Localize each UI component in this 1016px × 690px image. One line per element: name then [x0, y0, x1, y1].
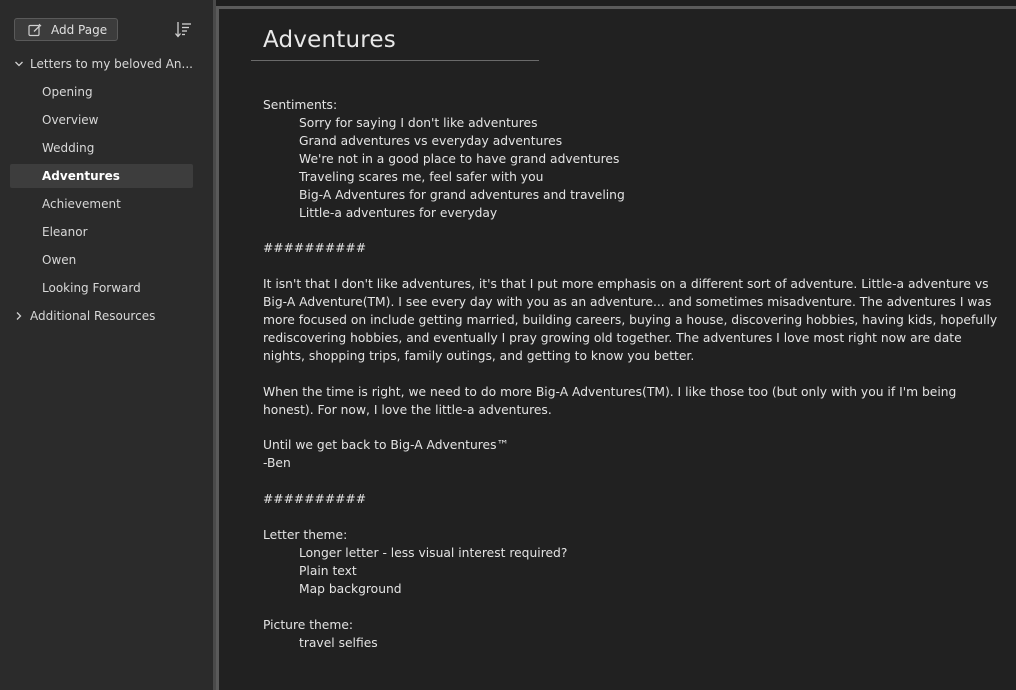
sentiments-heading: Sentiments: [263, 98, 338, 112]
page-label: Looking Forward [42, 281, 141, 295]
section-letters[interactable] [10, 52, 193, 76]
page-item-wedding[interactable] [10, 136, 193, 160]
page-item-owen[interactable] [10, 248, 193, 272]
section-additional-resources[interactable] [10, 304, 193, 328]
picture-theme-item: travel selfies [299, 636, 378, 650]
sort-icon[interactable] [174, 20, 192, 40]
chevron-down-icon[interactable] [14, 59, 24, 69]
page-item-overview[interactable] [10, 108, 193, 132]
sentiment-item: Traveling scares me, feel safer with you [299, 170, 544, 184]
paragraph: When the time is right, we need to do more Big-A Adventures(TM). I like those too (but only with you if I'm being honest). For now, I love the little-a adventures. [263, 385, 957, 417]
page-label: Wedding [42, 141, 95, 155]
separator: ########## [263, 241, 367, 255]
page-label: Adventures [42, 169, 120, 183]
letter-theme-item: Plain text [299, 564, 357, 578]
sentiment-item: Sorry for saying I don't like adventures [299, 116, 538, 130]
title-underline [251, 60, 539, 61]
page-label: Overview [42, 113, 99, 127]
page-label: Opening [42, 85, 93, 99]
page-canvas[interactable] [216, 6, 1016, 690]
letter-theme-item: Map background [299, 582, 402, 596]
picture-theme-heading: Picture theme: [263, 618, 354, 632]
separator: ########## [263, 492, 367, 506]
sentiment-item: Grand adventures vs everyday adventures [299, 134, 563, 148]
sidebar [0, 0, 213, 690]
edit-square-icon [28, 23, 42, 37]
section-label: Letters to my beloved An... [30, 57, 193, 71]
closing-line: Until we get back to Big-A Adventures™ [263, 438, 509, 452]
page-label: Owen [42, 253, 77, 267]
page-item-looking-forward[interactable] [10, 276, 193, 300]
page-item-achievement[interactable] [10, 192, 193, 216]
signature: -Ben [263, 456, 291, 470]
page-item-opening[interactable] [10, 80, 193, 104]
sentiment-item: Little-a adventures for everyday [299, 206, 498, 220]
page-title[interactable]: Adventures [263, 27, 396, 53]
sentiment-item: Big-A Adventures for grand adventures and traveling [299, 188, 625, 202]
section-label: Additional Resources [30, 309, 156, 323]
add-page-label: Add Page [51, 22, 108, 37]
paragraph: It isn't that I don't like adventures, it's that I put more emphasis on a different sort of adventure. Little-a adventure vs Big-A Adventure(TM). I see every day with you as an adventure... and sometimes misadventure. The adventures I was more focused on include getting married, building careers, buying a house, discovering hobbies, having kids, hopefully rediscovering hobbies, and eventually I pray growing old together. The adventures I love most right now are date nights, shopping trips, family outings, and getting to know you better. [263, 277, 998, 363]
page-label: Eleanor [42, 225, 88, 239]
page-item-eleanor[interactable] [10, 220, 193, 244]
add-page-button[interactable] [14, 18, 118, 41]
chevron-right-icon[interactable] [14, 311, 24, 321]
page-item-adventures[interactable] [10, 164, 193, 188]
letter-theme-heading: Letter theme: [263, 528, 348, 542]
page-label: Achievement [42, 197, 121, 211]
page-body[interactable] [263, 96, 1003, 652]
sentiment-item: We're not in a good place to have grand adventures [299, 152, 620, 166]
letter-theme-item: Longer letter - less visual interest required? [299, 546, 568, 560]
